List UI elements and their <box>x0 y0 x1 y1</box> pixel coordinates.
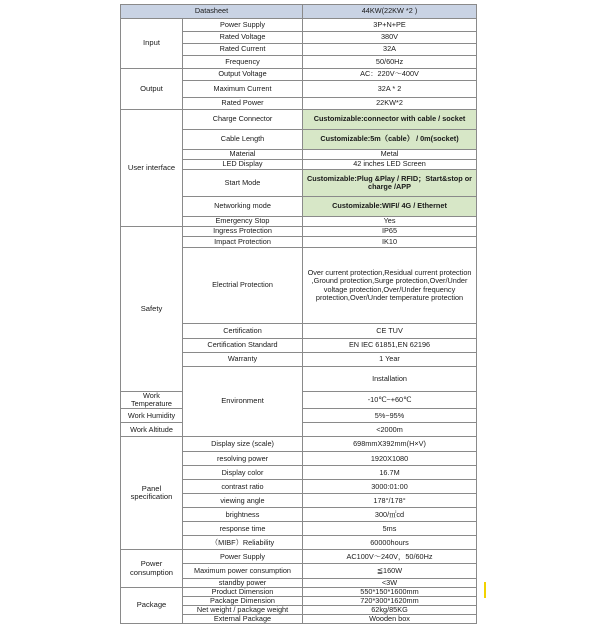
param-value: Customizable:WIFI/ 4G / Ethernet <box>303 197 477 217</box>
param-value: Customizable:connector with cable / socket <box>303 110 477 130</box>
param-label: Rated Power <box>183 98 303 110</box>
param-label: resolving power <box>183 452 303 466</box>
param-label: Ingress Protection <box>183 227 303 237</box>
param-label: Networking mode <box>183 197 303 217</box>
param-value: 1920X1080 <box>303 452 477 466</box>
param-label: standby power <box>183 579 303 588</box>
param-value: -10℃~+60℃ <box>303 392 477 409</box>
section-power: Power consumption <box>121 550 183 588</box>
param-label: Installation <box>303 367 477 392</box>
param-label: Product Dimension <box>183 588 303 597</box>
param-label: LED Display <box>183 160 303 170</box>
param-label: Work Altitude <box>121 423 183 437</box>
param-label: Certification <box>183 324 303 339</box>
param-value: 16.7M <box>303 466 477 480</box>
param-label: Charge Connector <box>183 110 303 130</box>
param-value: AC：220V～400V <box>303 69 477 81</box>
param-label: Emergency Stop <box>183 217 303 227</box>
param-value: 1 Year <box>303 353 477 367</box>
param-label: Display size (scale) <box>183 437 303 452</box>
param-value: CE TUV <box>303 324 477 339</box>
param-label: Power Supply <box>183 550 303 564</box>
header-value: 44KW(22KW *2 ) <box>303 5 477 19</box>
param-value: Customizable:Plug &Play / RFID；Start&stop or charge /APP <box>303 170 477 197</box>
param-value: 3000:01:00 <box>303 480 477 494</box>
highlight-mark <box>484 582 486 598</box>
section-panel: Panel specification <box>121 437 183 550</box>
param-value: EN IEC 61851,EN 62196 <box>303 339 477 353</box>
param-value: Yes <box>303 217 477 227</box>
header-label: Datasheet <box>121 5 303 19</box>
param-label: Warranty <box>183 353 303 367</box>
param-value: 380V <box>303 32 477 44</box>
param-label: Work Temperature <box>121 392 183 409</box>
param-label: brightness <box>183 508 303 522</box>
param-label: Power Supply <box>183 19 303 32</box>
param-value: 50/60Hz <box>303 56 477 69</box>
param-value: 698mmX392mm(H×V) <box>303 437 477 452</box>
param-value: Wooden box <box>303 615 477 624</box>
param-label: Electrial Protection <box>183 248 303 324</box>
section-input: Input <box>121 19 183 69</box>
param-label: Rated Current <box>183 44 303 56</box>
param-label: response time <box>183 522 303 536</box>
param-label: Certification Standard <box>183 339 303 353</box>
param-label: Rated Voltage <box>183 32 303 44</box>
param-label: Cable Length <box>183 130 303 150</box>
section-output: Output <box>121 69 183 110</box>
param-value: 3P+N+PE <box>303 19 477 32</box>
param-value: <2000m <box>303 423 477 437</box>
section-user-interface: User interface <box>121 110 183 227</box>
param-label: External Package <box>183 615 303 624</box>
param-label: Net weight / package weight <box>183 606 303 615</box>
param-value: IP65 <box>303 227 477 237</box>
param-value: ≦160W <box>303 564 477 579</box>
param-label: Display color <box>183 466 303 480</box>
param-value: 5%~95% <box>303 409 477 423</box>
param-value: Customizable:5m（cable） / 0m(socket) <box>303 130 477 150</box>
param-value: 550*150*1600mm <box>303 588 477 597</box>
param-value: <3W <box>303 579 477 588</box>
param-value: 60000hours <box>303 536 477 550</box>
section-package: Package <box>121 588 183 624</box>
param-value: IK10 <box>303 237 477 248</box>
param-label: Frequency <box>183 56 303 69</box>
param-label: Maximum Current <box>183 81 303 98</box>
param-label: contrast ratio <box>183 480 303 494</box>
param-label: Start Mode <box>183 170 303 197</box>
param-value: 5ms <box>303 522 477 536</box>
param-label: Output Voltage <box>183 69 303 81</box>
param-value: Over current protection,Residual current protection ,Ground protection,Surge protection,Over/Under voltage protection,Over/Under frequency protection,Over/Under temperature protection <box>303 248 477 324</box>
datasheet-table <box>120 4 477 624</box>
param-value: 62kg/85KG <box>303 606 477 615</box>
param-value: 178°/178° <box>303 494 477 508</box>
param-value: Metal <box>303 150 477 160</box>
param-label: Maximum power consumption <box>183 564 303 579</box>
param-value: 22KW*2 <box>303 98 477 110</box>
section-environment: Environment <box>183 367 303 437</box>
param-value: 720*300*1620mm <box>303 597 477 606</box>
param-label: Work Humidity <box>121 409 183 423</box>
param-label: Material <box>183 150 303 160</box>
param-value: 32A <box>303 44 477 56</box>
section-safety: Safety <box>121 227 183 392</box>
param-value: 300/㎡cd <box>303 508 477 522</box>
param-label: （MIBF）Reliability <box>183 536 303 550</box>
param-value: 32A * 2 <box>303 81 477 98</box>
param-value: 42 inches LED Screen <box>303 160 477 170</box>
param-label: viewing angle <box>183 494 303 508</box>
param-label: Package Dimension <box>183 597 303 606</box>
param-label: Impact Protection <box>183 237 303 248</box>
param-value: AC100V～240V，50/60Hz <box>303 550 477 564</box>
